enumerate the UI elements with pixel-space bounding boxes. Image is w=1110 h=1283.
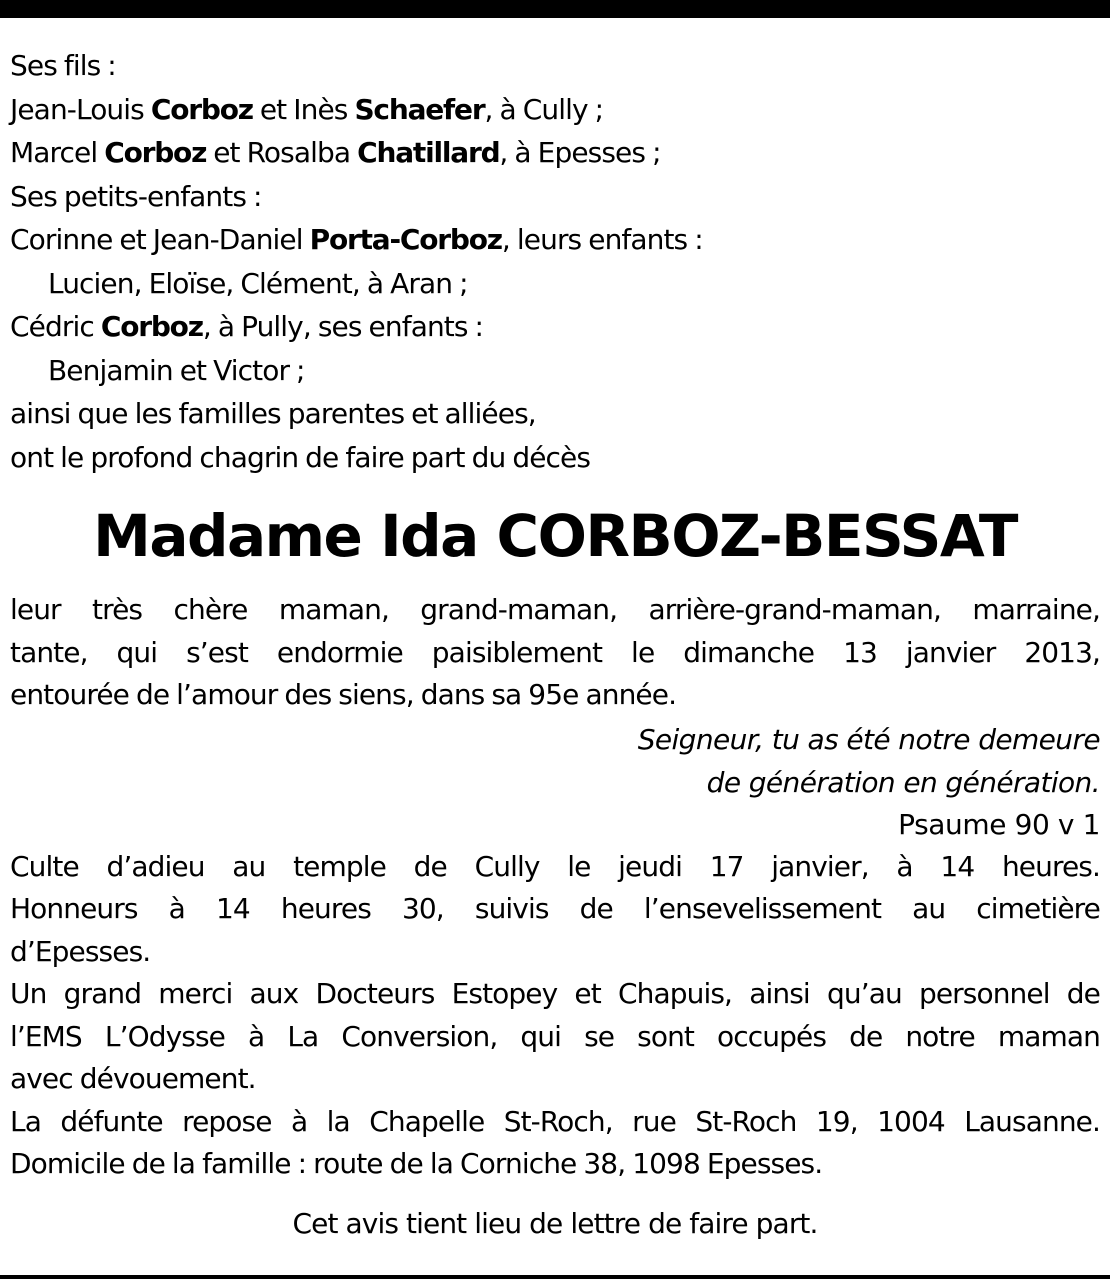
info-paragraph [10, 1101, 1100, 1186]
closing-note: Cet avis tient lieu de lettre de faire part. [292, 1206, 818, 1240]
ceremony-paragraph [10, 846, 1100, 974]
grandchildren-heading: Ses petits-enfants : [10, 179, 262, 213]
family-list [10, 44, 1100, 479]
bible-verse [10, 718, 1100, 804]
intro-paragraph [10, 589, 1100, 717]
allies-line: ainsi que les familles parentes et alliées, [10, 397, 536, 430]
thanks-paragraph [10, 973, 1100, 1101]
verse-line-2: de génération en génération. [706, 765, 1100, 799]
surname: Corboz [100, 310, 203, 343]
intro-line: tante, qui s’est endormie paisiblement le dimanche 13 janvier 2013, [10, 635, 1100, 669]
top-rule [0, 0, 1110, 18]
son-line-2: Marcel Corboz et Rosalba Chatillard, à Epesses ; [10, 136, 661, 169]
thanks-line: l’EMS L’Odysse à La Conversion, qui se sont occupés de notre maman [10, 1019, 1100, 1053]
great-grandchildren-2: Benjamin et Victor ; [48, 353, 305, 387]
ceremony-line: d’Epesses. [10, 934, 151, 968]
grandchild-line-2: Cédric Corboz, à Pully, ses enfants : [10, 310, 484, 343]
son-line-1: Jean-Louis Corboz et Inès Schaefer, à Cully ; [10, 92, 604, 126]
thanks-line: avec dévouement. [10, 1062, 256, 1095]
great-grandchildren-1: Lucien, Eloïse, Clément, à Aran ; [48, 266, 468, 300]
verse-line-1: Seigneur, tu as été notre demeure [637, 722, 1100, 756]
bottom-rule [0, 1275, 1110, 1279]
obituary-notice [10, 44, 1100, 1245]
ceremony-line: Honneurs à 14 heures 30, suivis de l’ensevelissement au cimetière [10, 892, 1100, 925]
intro-line: entourée de l’amour des siens, dans sa 95e année. [10, 678, 677, 711]
grandchild-line-1: Corinne et Jean-Daniel Porta-Corboz, leurs enfants : [10, 223, 703, 256]
surname: Corboz [150, 92, 253, 126]
verse-reference: Psaume 90 v 1 [898, 807, 1100, 841]
surname: Chatillard [357, 136, 500, 169]
surname: Schaefer [354, 92, 485, 126]
announce-line: ont le profond chagrin de faire part du décès [10, 440, 591, 474]
family-address: Domicile de la famille : route de la Corniche 38, 1098 Epesses. [10, 1147, 823, 1180]
thanks-line: Un grand merci aux Docteurs Estopey et Chapuis, ainsi qu’au personnel de [10, 977, 1100, 1010]
surname: Corboz [104, 136, 207, 169]
sons-heading: Ses fils : [10, 49, 116, 82]
surname: Porta-Corboz [309, 223, 502, 256]
intro-line: leur très chère maman, grand-maman, arrière-grand-maman, marraine, [10, 593, 1100, 626]
deceased-name: Madame Ida CORBOZ-BESSAT [93, 502, 1017, 570]
rest-location: La défunte repose à la Chapelle St-Roch, rue St-Roch 19, 1004 Lausanne. [10, 1104, 1100, 1138]
ceremony-line: Culte d’adieu au temple de Cully le jeudi 17 janvier, à 14 heures. [10, 849, 1100, 883]
